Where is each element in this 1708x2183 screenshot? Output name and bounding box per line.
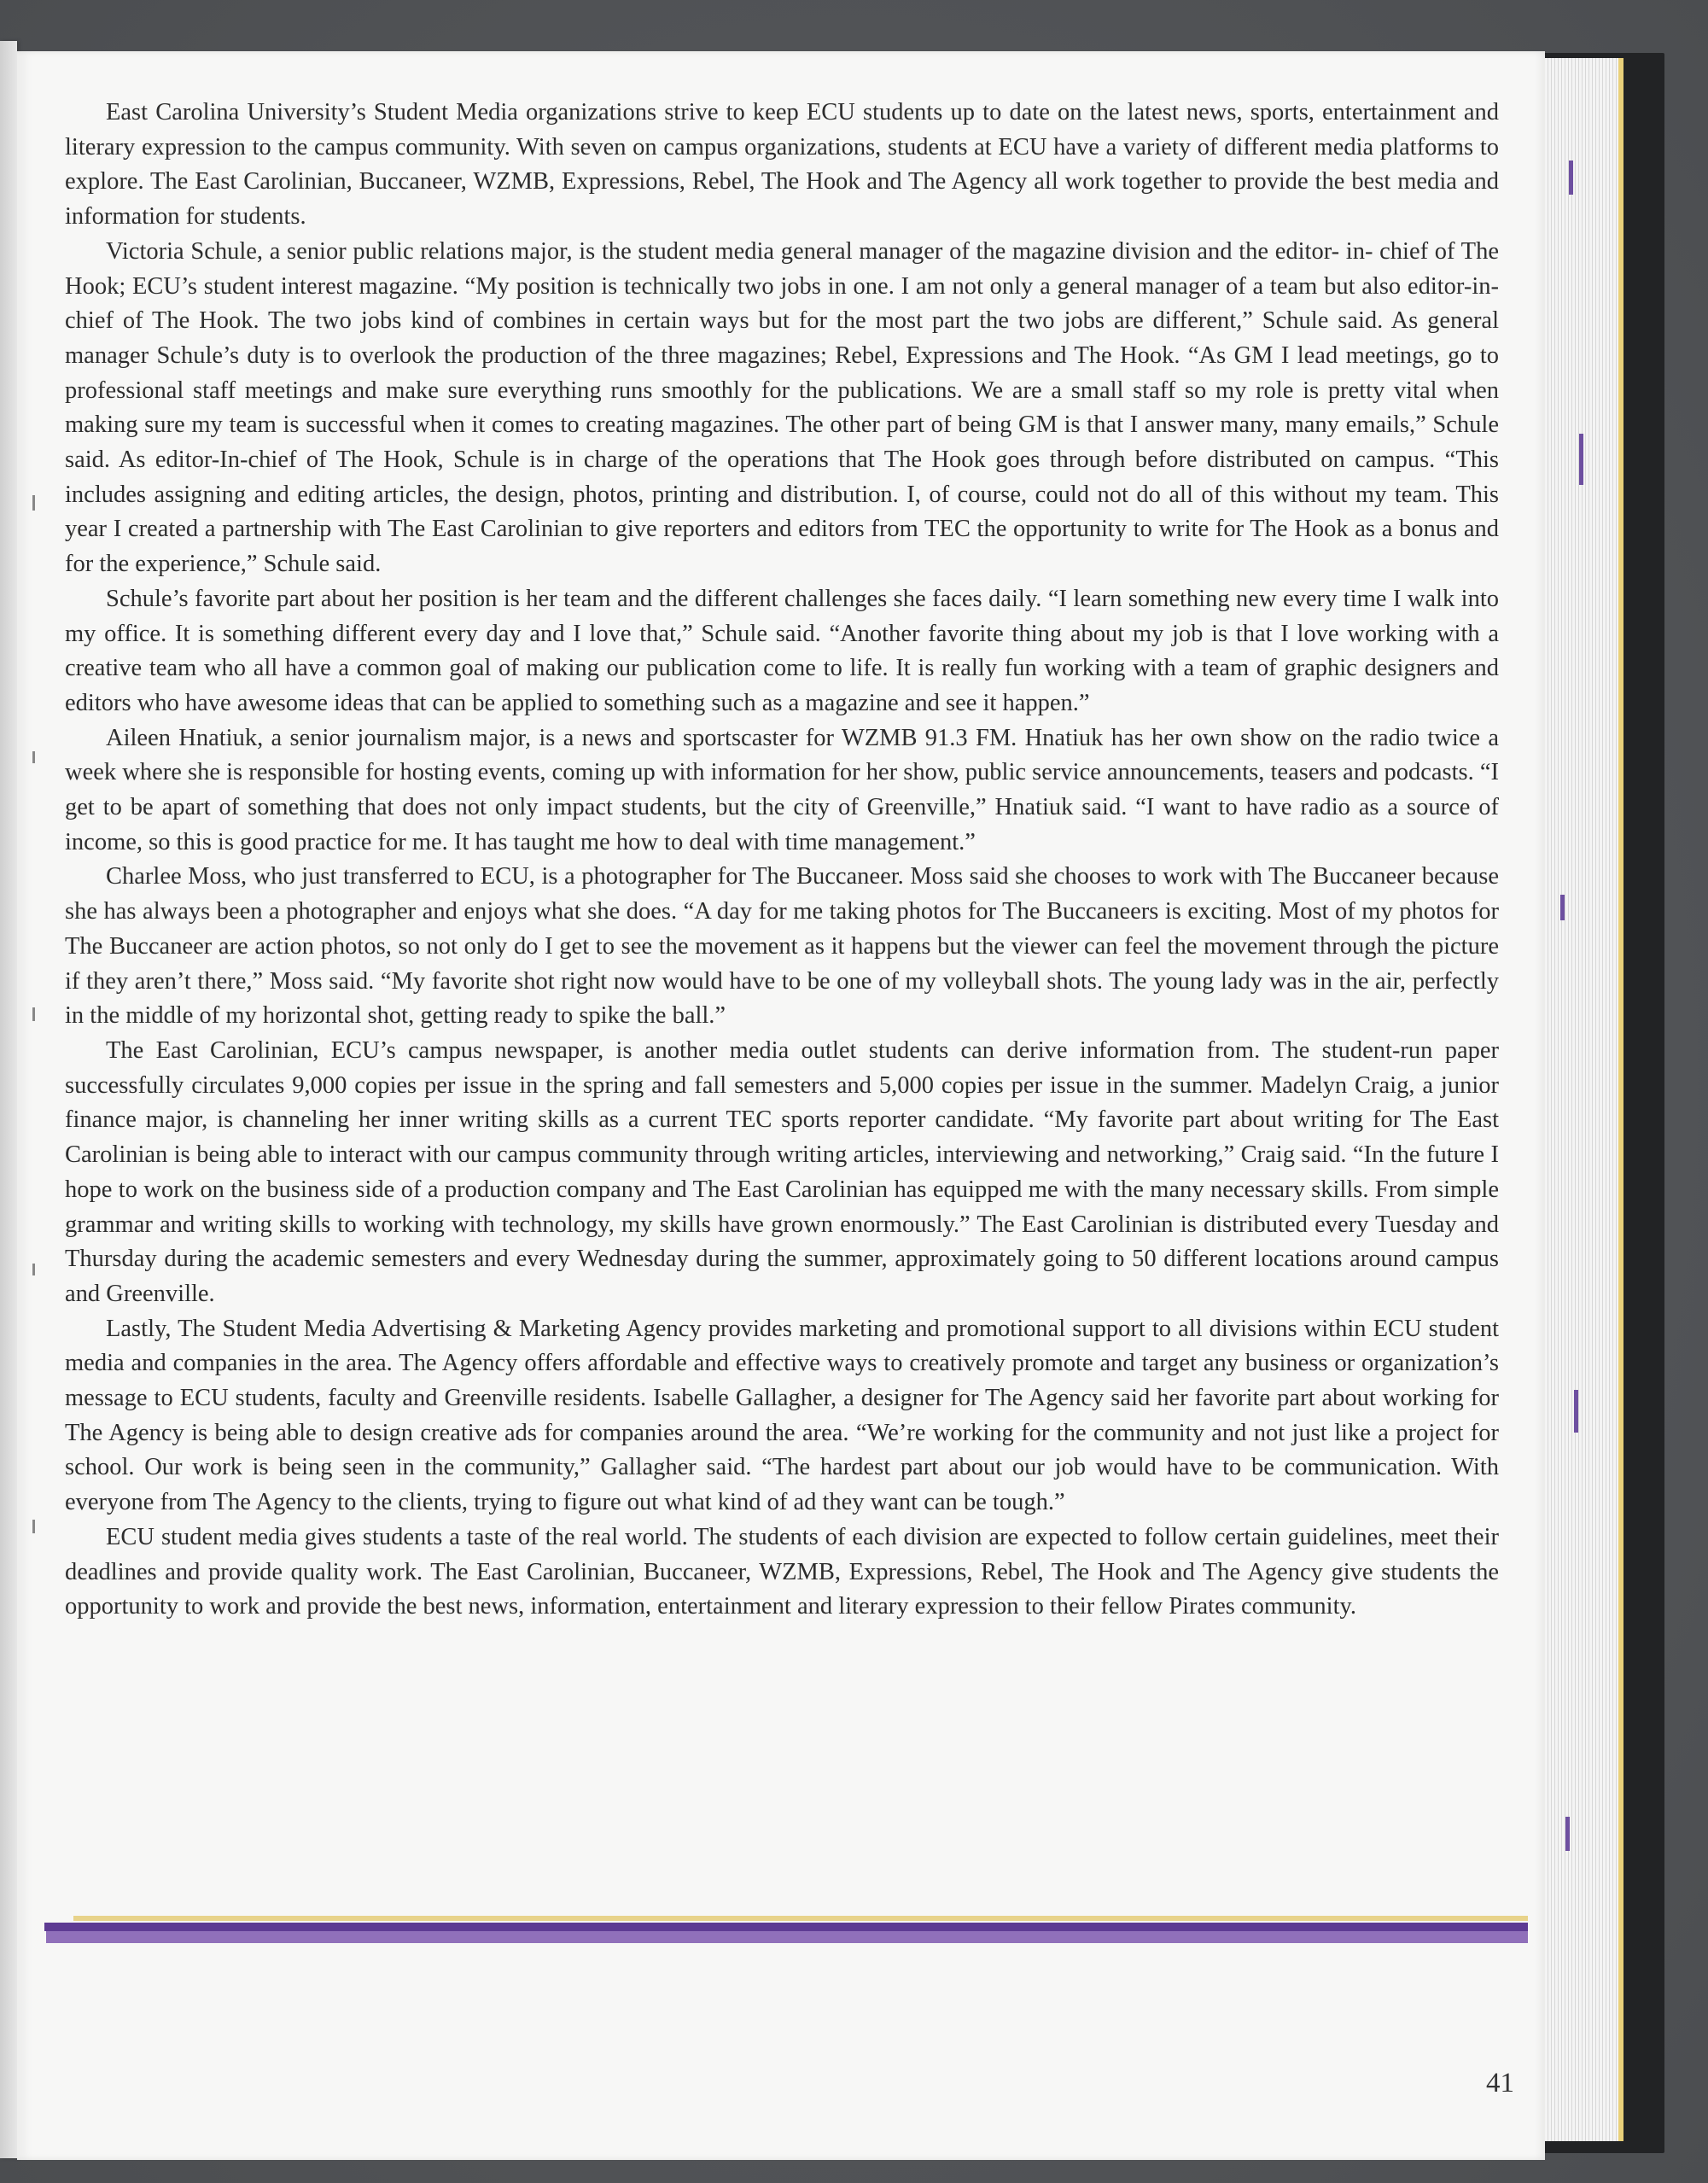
paragraph-hnatiuk: Aileen Hnatiuk, a senior journalism major, is a news and sportscaster for WZMB 91.3 FM. Hnatiuk has her own show on the radio twice a week where she is responsible for hosting events, coming up with information for her show, public service announcements, teasers and podcasts. “I get to be apart of something that does not only impact students, but the city of Greenville,” Hnatiuk said. “I want to have radio as a source of income, so this is good practice for me. It has taught me how to deal with time management.”: [65, 724, 1499, 855]
page-stack-edge: [1535, 58, 1623, 2141]
page-number: 41: [1486, 2068, 1514, 2098]
stack-mark: [1569, 161, 1573, 195]
gutter-mark: [32, 1007, 35, 1021]
stack-mark: [1565, 1817, 1570, 1851]
gutter-mark: [32, 495, 35, 511]
paragraph-moss: Charlee Moss, who just transferred to ECU, is a photographer for The Buccaneer. Moss said she chooses to work with The Buccaneer because she has always been a photographer and enjoys what she does. “A day for me taking photos for The Buccaneers is exciting. Most of my photos for The Buccaneer are action photos, so not only do I get to see the movement as it happens but the viewer can feel the movement through the picture if they aren’t there,” Moss said. “My favorite shot right now would have to be one of my volleyball shots. The young lady was in the air, perfectly in the middle of my horizontal shot, getting ready to spike the ball.”: [65, 863, 1499, 1030]
paragraph-conclusion: ECU student media gives students a taste of the real world. The students of each division are expected to follow certain guidelines, meet their deadlines and provide quality work. The East Carolinian, Buccaneer, WZMB, Expressions, Rebel, The Hook and The Agency give students the opportunity to work and provide the best news, information, entertainment and literary expression to their fellow Pirates community.: [65, 1523, 1499, 1620]
paragraph-intro: East Carolina University’s Student Media organizations strive to keep ECU students up to date on the latest news, sports, entertainment and literary expression to the campus community. With seven on campus organizations, students at ECU have a variety of different media platforms to explore. The East Carolinian, Buccaneer, WZMB, Expressions, Rebel, The Hook and The Agency all work together to provide the best media and information for students.: [65, 99, 1499, 231]
book-page: [17, 51, 1545, 2160]
stack-mark: [1579, 434, 1583, 485]
paragraph-schule-favorite: Schule’s favorite part about her position is her team and the different challenges she faces daily. “I learn something new every time I walk into my office. It is something different every day and I love that,” Schule said. “Another favorite thing about my job is that I love working with a creative team who all have a common goal of making our publication come to life. It is really fun working with a team of graphic designers and editors who have awesome ideas that can be applied to something such as a magazine and see it happen.”: [65, 585, 1499, 716]
previous-page-edge: [0, 41, 17, 2158]
article-body: [65, 96, 1499, 1625]
gutter-mark: [32, 1520, 35, 1533]
gutter-mark: [32, 1264, 35, 1275]
decorative-rule-gold: [73, 1916, 1528, 1921]
paragraph-east-carolinian: The East Carolinian, ECU’s campus newspaper, is another media outlet students can derive information from. The student-run paper successfully circulates 9,000 copies per issue in the spring and fall semesters and 5,000 copies per issue in the summer. Madelyn Craig, a junior finance major, is channeling her inner writing skills as a current TEC sports reporter candidate. “My favorite part about writing for The East Carolinian is being able to interact with our campus community through writing articles, interviewing and networking,” Craig said. “In the future I hope to work on the business side of a production company and The East Carolinian has equipped me with the many necessary skills. From simple grammar and writing skills to working with technology, my skills have grown enormously.” The East Carolinian is distributed every Tuesday and Thursday during the academic semesters and every Wednesday during the summer, approximately going to 50 different locations around campus and Greenville.: [65, 1036, 1499, 1307]
decorative-rule-purple-light: [46, 1931, 1528, 1943]
stack-mark: [1560, 895, 1565, 920]
decorative-rule-purple-dark: [44, 1923, 1528, 1931]
stack-mark: [1574, 1390, 1578, 1433]
paragraph-schule: Victoria Schule, a senior public relations major, is the student media general manager of the magazine division and the editor- in- chief of The Hook; ECU’s student interest magazine. “My position is technically two jobs in one. I am not only a general manager of a team but also editor-in-chief of The Hook. The two jobs kind of combines in certain ways but for the most part the two jobs are different,” Schule said. As general manager Schule’s duty is to overlook the production of the three magazines; Rebel, Expressions and The Hook. “As GM I lead meetings, go to professional staff meetings and make sure everything runs smoothly for the publications. We are a small staff so my role is pretty vital when making sure my team is successful when it comes to creating magazines. The other part of being GM is that I answer many, many emails,” Schule said. As editor-In-chief of The Hook, Schule is in charge of the operations that The Hook goes through before distributed on campus. “This includes assigning and editing articles, the design, photos, printing and distribution. I, of course, could not do all of this without my team. This year I created a partnership with The East Carolinian to give reporters and editors from TEC the opportunity to write for The Hook as a bonus and for the experience,” Schule said.: [65, 237, 1499, 578]
gutter-mark: [32, 751, 35, 763]
paragraph-agency: Lastly, The Student Media Advertising & Marketing Agency provides marketing and promotional support to all divisions within ECU student media and companies in the area. The Agency offers affordable and effective ways to creatively promote and target any business or organization’s message to ECU students, faculty and Greenville residents. Isabelle Gallagher, a designer for The Agency said her favorite part about working for The Agency is being able to design creative ads for companies around the area. “We’re working for the community and not just like a project for school. Our work is being seen in the community,” Gallagher said. “The hardest part about our job would have to be communication. With everyone from The Agency to the clients, trying to figure out what kind of ad they want can be tough.”: [65, 1315, 1499, 1516]
